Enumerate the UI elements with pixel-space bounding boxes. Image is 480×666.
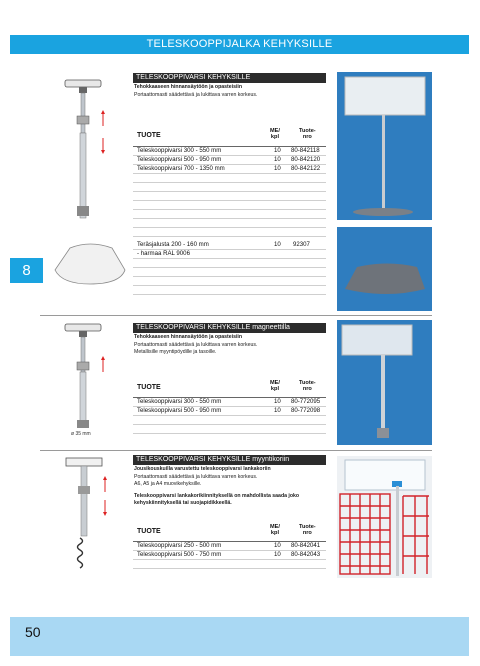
column-header-product: TUOTE: [137, 528, 161, 535]
table-cell-code: 80-842122: [291, 165, 321, 172]
basket-photo: [337, 456, 432, 578]
basket-arm-illustration: [60, 456, 115, 576]
table-cell-code: 80-772098: [291, 407, 321, 414]
table-cell-code: 92307: [293, 241, 310, 248]
table-cell-qty: 10: [274, 407, 281, 414]
table-cell-qty: 10: [274, 156, 281, 163]
section-subtitle: Tehokkaaseen hinnansäytöön ja opasteisiin: [134, 84, 243, 90]
column-header-code: Tuote- nro: [299, 128, 316, 141]
magnetic-arm-illustration: [55, 322, 115, 440]
table-row: Teleskooppivarsi 500 - 950 mm: [137, 156, 222, 163]
section-divider: [40, 315, 432, 316]
column-header-pack: ME/ kpl: [270, 380, 280, 393]
table-row: Teleskooppivarsi 300 - 550 mm: [137, 398, 222, 405]
telescopic-arm-illustration: [55, 78, 115, 228]
product-photo: [337, 320, 432, 445]
base-photo: [337, 227, 432, 311]
table-row: Teleskooppivarsi 500 - 750 mm: [137, 551, 222, 558]
table-row: - harmaa RAL 9006: [137, 250, 190, 257]
diameter-note: ø 35 mm: [71, 431, 91, 437]
page-number: 50: [25, 624, 41, 640]
table-cell-code: 80-842118: [291, 147, 320, 154]
table-cell-qty: 10: [274, 542, 281, 549]
column-header-product: TUOTE: [137, 384, 161, 391]
table-row: Teräsjalusta 200 - 160 mm: [137, 241, 209, 248]
section-heading: TELESKOOPPIVARSI KEHYKSILLE magneettilla: [133, 323, 326, 333]
section-description: A6, A5 ja A4 muovikehyksille.: [134, 481, 202, 487]
table-cell-qty: 10: [274, 165, 281, 172]
section-subtitle: Tehokkaaseen hinnansäytöön ja opasteisiin: [134, 334, 243, 340]
section-subtitle: Jousikouskuilla varustettu teleskooppivarsi lankakoriin: [134, 466, 271, 472]
table-cell-code: 80-772095: [291, 398, 321, 405]
product-photo: [337, 72, 432, 220]
section-note: Teleskooppivarsi lankakorikiinnityksellä on mahdollista saada joko kehyskiinnityksellä tai suojapidikkeellä.: [134, 493, 300, 506]
table-cell-code: 80-842120: [291, 156, 321, 163]
table-cell-qty: 10: [274, 147, 281, 154]
table-row: Teleskooppivarsi 250 - 500 mm: [137, 542, 222, 549]
section-description: Portaattomasti säädettävä ja lukittava varren korkeus.: [134, 474, 258, 480]
product-table: [133, 524, 326, 576]
column-header-code: Tuote- nro: [299, 380, 316, 393]
section-heading: TELESKOOPPIVARSI KEHYKSILLE myyntikoriin: [133, 455, 326, 465]
section-divider: [40, 450, 432, 451]
table-row: Teleskooppivarsi 700 - 1350 mm: [137, 165, 225, 172]
column-header-pack: ME/ kpl: [270, 524, 280, 537]
section-description: Metallisille myyntipöydille ja tasoille.: [134, 349, 217, 355]
section-description: Portaattomasti säädettävä ja lukittava varren korkeus.: [134, 92, 258, 98]
column-header-pack: ME/ kpl: [270, 128, 280, 141]
section-description: Portaattomasti säädettävä ja lukittava varren korkeus.: [134, 342, 258, 348]
chapter-tab: 8: [10, 258, 43, 283]
table-row: Teleskooppivarsi 300 - 550 mm: [137, 147, 222, 154]
table-cell-qty: 10: [274, 241, 281, 248]
steel-base-illustration: [50, 240, 130, 290]
page-banner: TELESKOOPPIJALKA KEHYKSILLE: [10, 35, 469, 54]
section-heading: TELESKOOPPIVARSI KEHYKSILLE: [133, 73, 326, 83]
table-cell-code: 80-842043: [291, 551, 321, 558]
column-header-code: Tuote- nro: [299, 524, 316, 537]
table-cell-qty: 10: [274, 551, 281, 558]
page-footer: [10, 617, 469, 656]
product-table: [133, 380, 326, 442]
table-row: Teleskooppivarsi 500 - 950 mm: [137, 407, 222, 414]
table-cell-code: 80-842041: [291, 542, 321, 549]
product-table: [133, 126, 326, 302]
column-header-product: TUOTE: [137, 132, 161, 139]
table-cell-qty: 10: [274, 398, 281, 405]
